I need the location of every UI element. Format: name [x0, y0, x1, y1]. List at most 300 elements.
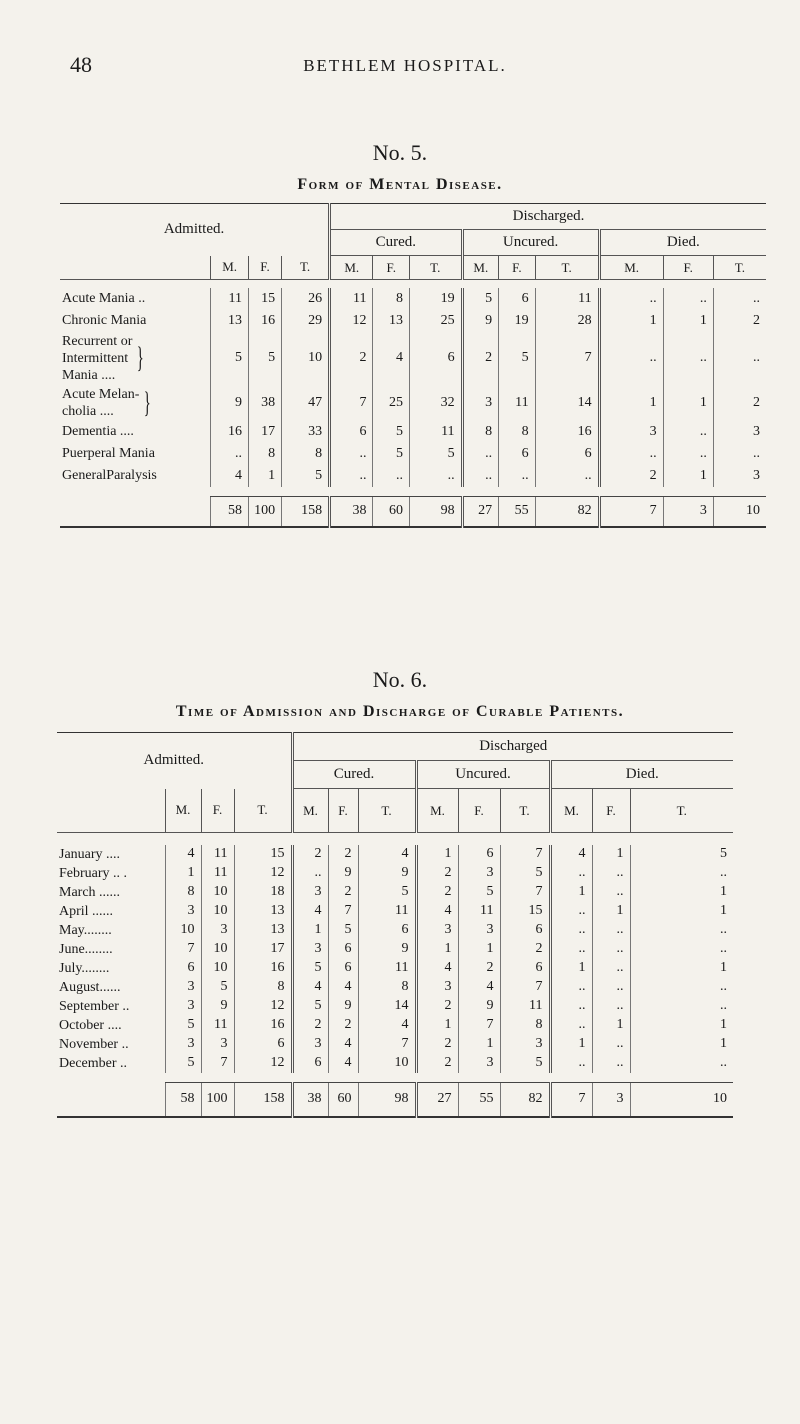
table-cell: 14: [358, 997, 416, 1016]
row-label: November ..: [59, 1036, 129, 1052]
table-cell: 6: [535, 443, 599, 465]
table-cell: ..: [599, 332, 663, 385]
table-cell: 4: [211, 465, 249, 487]
table-cell: 5: [165, 1054, 201, 1073]
table-cell: 25: [373, 385, 410, 421]
total-cell: 82: [500, 1083, 550, 1117]
table-cell: 3: [165, 978, 201, 997]
col-uncured-f: F.: [499, 256, 536, 280]
table-row: [57, 1035, 733, 1054]
table-cell: 5: [201, 978, 234, 997]
row-label: April ......: [59, 903, 114, 919]
table-cell: 8: [234, 978, 292, 997]
table-cell: 2: [416, 864, 458, 883]
table-cell: ..: [713, 332, 766, 385]
table-cell: 16: [234, 959, 292, 978]
table-cell: 26: [282, 288, 330, 310]
admitted-group-header: Admitted.: [143, 752, 204, 769]
table-cell: 2: [328, 883, 358, 902]
table-cell: 10: [201, 883, 234, 902]
table-cell: 9: [328, 864, 358, 883]
table-cell: 25: [410, 310, 463, 332]
table-cell: 9: [211, 385, 249, 421]
table-cell: 11: [410, 421, 463, 443]
table-cell: 18: [234, 883, 292, 902]
table-cell: 6: [292, 1054, 328, 1073]
table-cell: 10: [201, 940, 234, 959]
table-cell: 6: [328, 940, 358, 959]
row-label: Puerperal Mania: [62, 446, 155, 461]
table-cell: 3: [201, 1035, 234, 1054]
table-cell: 5: [292, 997, 328, 1016]
table-cell: ..: [592, 997, 630, 1016]
total-cell: 38: [292, 1083, 328, 1117]
table-row: [60, 385, 766, 421]
table-cell: 6: [410, 332, 463, 385]
curable-patients-table: [57, 732, 733, 1118]
table-cell: 2: [328, 845, 358, 864]
table-cell: ..: [550, 1016, 592, 1035]
total-cell: 100: [248, 497, 281, 527]
table-cell: 1: [458, 1035, 500, 1054]
col-died-t: T.: [630, 789, 733, 833]
table-cell: 11: [201, 1016, 234, 1035]
table-row: [60, 332, 766, 385]
table-cell: ..: [599, 288, 663, 310]
col-cured-m: M.: [330, 256, 373, 280]
table-cell: 16: [234, 1016, 292, 1035]
row-label: August......: [59, 979, 121, 995]
table-cell: 11: [201, 864, 234, 883]
table-cell: 14: [535, 385, 599, 421]
table-cell: 2: [416, 1054, 458, 1073]
table-cell: 4: [292, 902, 328, 921]
total-cell: 27: [462, 497, 499, 527]
total-cell: 55: [499, 497, 536, 527]
table-cell: ..: [550, 978, 592, 997]
table-cell: 6: [358, 921, 416, 940]
table-cell: 3: [165, 997, 201, 1016]
table-cell: ..: [211, 443, 249, 465]
row-label: February .. .: [59, 865, 128, 881]
row-label-line: Mania ....: [62, 367, 116, 383]
table-cell: 1: [663, 465, 713, 487]
table-cell: ..: [550, 940, 592, 959]
table-cell: 8: [499, 421, 536, 443]
table-cell: 13: [211, 310, 249, 332]
table-cell: 4: [328, 978, 358, 997]
table-cell: 10: [358, 1054, 416, 1073]
row-label: Acute Mania ..: [62, 291, 146, 306]
table-cell: 5: [211, 332, 249, 385]
table-cell: 6: [500, 959, 550, 978]
table-cell: 5: [410, 443, 463, 465]
table-cell: 10: [201, 959, 234, 978]
totals-row: [60, 497, 766, 527]
col-admitted-t: T.: [234, 789, 292, 833]
table-cell: 15: [500, 902, 550, 921]
table-cell: 3: [462, 385, 499, 421]
table-cell: 3: [165, 1035, 201, 1054]
col-died-m: M.: [599, 256, 663, 280]
table-cell: ..: [550, 1054, 592, 1073]
row-label: October ....: [59, 1017, 122, 1033]
table-cell: ..: [630, 864, 733, 883]
discharged-group-header: Discharged: [292, 733, 733, 761]
table-cell: ..: [713, 288, 766, 310]
table-cell: 6: [165, 959, 201, 978]
table-cell: ..: [410, 465, 463, 487]
table-cell: 5: [248, 332, 281, 385]
row-label: December ..: [59, 1055, 128, 1071]
col-died-m: M.: [550, 789, 592, 833]
col-cured-f: F.: [373, 256, 410, 280]
total-cell: 60: [373, 497, 410, 527]
table-cell: 3: [292, 1035, 328, 1054]
table-cell: ..: [663, 421, 713, 443]
table-cell: ..: [663, 288, 713, 310]
table-cell: 2: [292, 845, 328, 864]
table-cell: ..: [592, 1054, 630, 1073]
table-cell: 1: [599, 385, 663, 421]
col-cured-t: T.: [358, 789, 416, 833]
table-cell: 6: [328, 959, 358, 978]
table-cell: 15: [248, 288, 281, 310]
table-cell: 5: [462, 288, 499, 310]
mental-disease-table: [60, 203, 766, 528]
total-cell: 58: [165, 1083, 201, 1117]
row-label: [60, 385, 211, 421]
table-cell: 5: [282, 465, 330, 487]
uncured-subheader: Uncured.: [462, 230, 599, 256]
total-cell: 7: [599, 497, 663, 527]
table-cell: ..: [462, 465, 499, 487]
table-cell: ..: [550, 921, 592, 940]
row-label: January ....: [59, 846, 121, 862]
table-row: [60, 288, 766, 310]
col-admitted-f: F.: [248, 256, 281, 280]
table-cell: 3: [165, 902, 201, 921]
total-cell: 60: [328, 1083, 358, 1117]
total-cell: 3: [663, 497, 713, 527]
table-cell: 15: [234, 845, 292, 864]
table-cell: 28: [535, 310, 599, 332]
table-cell: 1: [630, 902, 733, 921]
table-cell: 1: [630, 883, 733, 902]
table-cell: 4: [328, 1035, 358, 1054]
col-uncured-t: T.: [535, 256, 599, 280]
running-title: BETHLEM HOSPITAL.: [303, 56, 507, 75]
table-cell: ..: [630, 1054, 733, 1073]
table-cell: 1: [248, 465, 281, 487]
table-cell: 4: [292, 978, 328, 997]
col-cured-f: F.: [328, 789, 358, 833]
table-cell: 2: [713, 385, 766, 421]
table-cell: 2: [292, 1016, 328, 1035]
table-cell: ..: [630, 978, 733, 997]
table-cell: 10: [165, 921, 201, 940]
table-cell: 1: [630, 959, 733, 978]
table-cell: 9: [462, 310, 499, 332]
table-cell: 1: [663, 385, 713, 421]
table-cell: 2: [599, 465, 663, 487]
row-label-line: Recurrent or: [62, 333, 133, 349]
table-cell: 5: [499, 332, 536, 385]
table-cell: 8: [248, 443, 281, 465]
table-cell: ..: [550, 902, 592, 921]
table-cell: 2: [713, 310, 766, 332]
table-cell: 9: [358, 940, 416, 959]
table-cell: 2: [416, 883, 458, 902]
table-cell: ..: [373, 465, 410, 487]
table-cell: 7: [458, 1016, 500, 1035]
table-cell: 1: [292, 921, 328, 940]
table-cell: 1: [416, 940, 458, 959]
table-cell: 8: [282, 443, 330, 465]
table-cell: 5: [165, 1016, 201, 1035]
table-cell: 16: [211, 421, 249, 443]
table-cell: 6: [234, 1035, 292, 1054]
table-cell: 11: [535, 288, 599, 310]
table-cell: 5: [358, 883, 416, 902]
table-cell: 16: [535, 421, 599, 443]
table-cell: 4: [373, 332, 410, 385]
table-cell: 12: [234, 997, 292, 1016]
total-cell: 100: [201, 1083, 234, 1117]
total-cell: 7: [550, 1083, 592, 1117]
table-cell: 11: [201, 845, 234, 864]
table-cell: 6: [500, 921, 550, 940]
table-cell: 5: [500, 1054, 550, 1073]
table-cell: ..: [330, 443, 373, 465]
table-cell: 17: [248, 421, 281, 443]
table-cell: 8: [462, 421, 499, 443]
table-cell: 7: [165, 940, 201, 959]
total-cell: 82: [535, 497, 599, 527]
table-cell: ..: [663, 443, 713, 465]
table-cell: 5: [373, 421, 410, 443]
table-cell: 1: [416, 1016, 458, 1035]
table-cell: 6: [499, 443, 536, 465]
table-cell: 9: [328, 997, 358, 1016]
table-cell: ..: [592, 978, 630, 997]
row-label: May........: [59, 922, 112, 938]
total-cell: 10: [713, 497, 766, 527]
table-cell: 2: [462, 332, 499, 385]
table-cell: 2: [416, 1035, 458, 1054]
table-cell: 3: [292, 883, 328, 902]
table-cell: 7: [500, 978, 550, 997]
col-admitted-m: M.: [165, 789, 201, 833]
table-cell: 2: [330, 332, 373, 385]
table-cell: 7: [500, 883, 550, 902]
table-row: [57, 1016, 733, 1035]
table-cell: 1: [458, 940, 500, 959]
table-cell: 5: [373, 443, 410, 465]
table-cell: ..: [592, 864, 630, 883]
table-cell: 3: [416, 978, 458, 997]
table-cell: 11: [358, 902, 416, 921]
table-cell: ..: [292, 864, 328, 883]
uncured-subheader: Uncured.: [416, 761, 550, 789]
total-cell: 27: [416, 1083, 458, 1117]
table-cell: 4: [165, 845, 201, 864]
table-cell: 5: [500, 864, 550, 883]
table-row: [57, 845, 733, 864]
table-cell: 2: [416, 997, 458, 1016]
table-cell: 1: [663, 310, 713, 332]
table-cell: 2: [328, 1016, 358, 1035]
table-cell: 11: [358, 959, 416, 978]
table-cell: 32: [410, 385, 463, 421]
table-cell: 8: [500, 1016, 550, 1035]
table-cell: 3: [458, 1054, 500, 1073]
table-cell: 38: [248, 385, 281, 421]
table-cell: 13: [373, 310, 410, 332]
brace-glyph: }: [143, 385, 152, 419]
table-row: [57, 902, 733, 921]
total-cell: 158: [234, 1083, 292, 1117]
row-label: [60, 332, 211, 385]
table-cell: 10: [201, 902, 234, 921]
table-cell: 7: [535, 332, 599, 385]
table-cell: 33: [282, 421, 330, 443]
row-label: Chronic Mania: [62, 313, 147, 328]
table-row: [60, 421, 766, 443]
table-cell: 12: [234, 1054, 292, 1073]
table-cell: 4: [416, 959, 458, 978]
col-died-t: T.: [713, 256, 766, 280]
table-row: [57, 883, 733, 902]
table5-number: No. 5.: [372, 140, 428, 165]
page-number: 48: [70, 52, 92, 77]
total-cell: 158: [282, 497, 330, 527]
table-row: [57, 959, 733, 978]
table-cell: 11: [458, 902, 500, 921]
table-cell: ..: [630, 997, 733, 1016]
total-cell: 98: [410, 497, 463, 527]
total-cell: 38: [330, 497, 373, 527]
admitted-group-header: Admitted.: [163, 221, 225, 238]
row-label-line: Acute Melan-: [62, 386, 140, 402]
died-subheader: Died.: [599, 230, 766, 256]
brace-glyph: }: [136, 341, 145, 374]
col-admitted-f: F.: [201, 789, 234, 833]
table-row: [57, 1054, 733, 1073]
row-label: GeneralParalysis: [62, 468, 157, 483]
table-cell: 7: [201, 1054, 234, 1073]
table-cell: 29: [282, 310, 330, 332]
col-uncured-m: M.: [416, 789, 458, 833]
table-row: [57, 997, 733, 1016]
table-cell: 6: [499, 288, 536, 310]
table-cell: 8: [358, 978, 416, 997]
col-uncured-t: T.: [500, 789, 550, 833]
table-row: [57, 921, 733, 940]
table-cell: 16: [248, 310, 281, 332]
table-cell: 2: [458, 959, 500, 978]
table-cell: ..: [462, 443, 499, 465]
table-cell: 1: [630, 1016, 733, 1035]
table-cell: ..: [499, 465, 536, 487]
table-row: [57, 978, 733, 997]
discharged-group-header: Discharged.: [330, 204, 766, 230]
table-cell: 1: [592, 902, 630, 921]
died-subheader: Died.: [550, 761, 733, 789]
table-cell: 11: [211, 288, 249, 310]
table-cell: 4: [458, 978, 500, 997]
table-cell: 1: [550, 959, 592, 978]
table-cell: 4: [358, 845, 416, 864]
table-cell: ..: [330, 465, 373, 487]
table-cell: 19: [499, 310, 536, 332]
table-cell: ..: [535, 465, 599, 487]
table-cell: 1: [550, 883, 592, 902]
table-cell: 5: [292, 959, 328, 978]
table-cell: 1: [592, 1016, 630, 1035]
col-uncured-f: F.: [458, 789, 500, 833]
table-cell: ..: [550, 997, 592, 1016]
row-label: September ..: [59, 998, 130, 1014]
table-cell: 4: [550, 845, 592, 864]
table-cell: 1: [630, 1035, 733, 1054]
table-cell: 7: [358, 1035, 416, 1054]
table-cell: 3: [416, 921, 458, 940]
table-cell: ..: [713, 443, 766, 465]
table-cell: ..: [630, 940, 733, 959]
table-cell: 3: [500, 1035, 550, 1054]
table-cell: ..: [630, 921, 733, 940]
row-label-line: cholia ....: [62, 403, 114, 419]
total-cell: 98: [358, 1083, 416, 1117]
table-cell: 7: [500, 845, 550, 864]
col-died-f: F.: [592, 789, 630, 833]
table-row: [57, 940, 733, 959]
table-cell: ..: [592, 1035, 630, 1054]
row-label: Dementia ....: [62, 424, 134, 439]
total-cell: 58: [211, 497, 249, 527]
table-cell: 3: [458, 864, 500, 883]
table-cell: 4: [358, 1016, 416, 1035]
table-cell: 12: [330, 310, 373, 332]
col-uncured-m: M.: [462, 256, 499, 280]
table-cell: 17: [234, 940, 292, 959]
table-cell: 1: [599, 310, 663, 332]
table-cell: 9: [358, 864, 416, 883]
total-cell: 55: [458, 1083, 500, 1117]
row-label: July........: [59, 960, 110, 976]
table-cell: 7: [330, 385, 373, 421]
table-cell: 4: [328, 1054, 358, 1073]
col-admitted-m: M.: [211, 256, 249, 280]
col-admitted-t: T.: [282, 256, 330, 280]
table-cell: ..: [592, 921, 630, 940]
table-cell: 3: [599, 421, 663, 443]
table-cell: 1: [550, 1035, 592, 1054]
table-cell: 13: [234, 921, 292, 940]
table-cell: 5: [630, 845, 733, 864]
row-label-line: Intermittent: [62, 350, 129, 366]
table5-heading: Form of Mental Disease.: [297, 176, 503, 193]
table6-number: No. 6.: [372, 667, 428, 692]
table-row: [57, 864, 733, 883]
table-cell: 4: [416, 902, 458, 921]
table-cell: 13: [234, 902, 292, 921]
row-label: March ......: [59, 884, 121, 900]
total-cell: 3: [592, 1083, 630, 1117]
table-cell: 3: [713, 465, 766, 487]
cured-subheader: Cured.: [292, 761, 416, 789]
